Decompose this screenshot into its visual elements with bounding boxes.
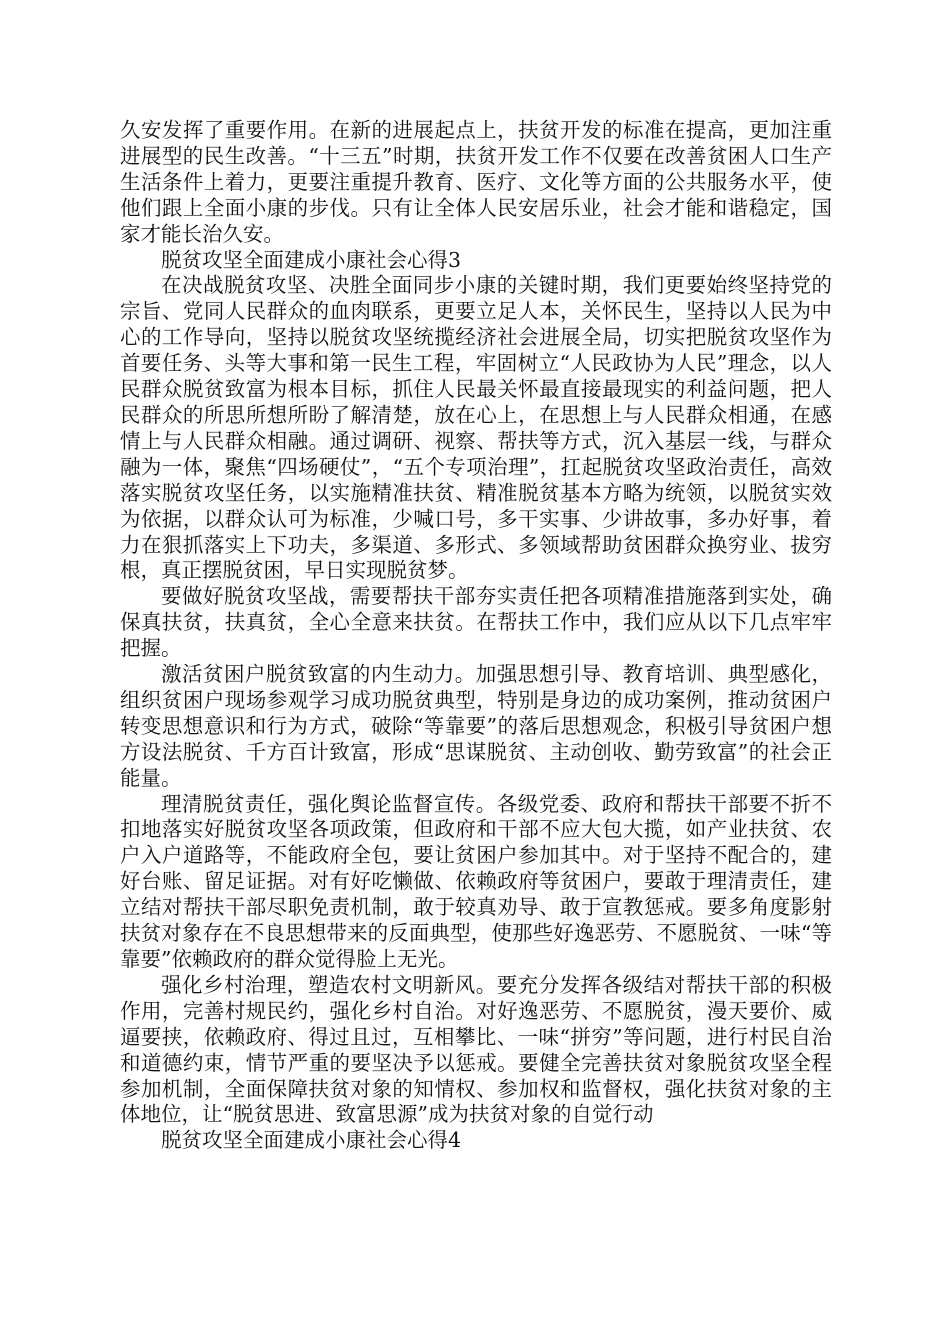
document-page bbox=[120, 118, 832, 1154]
paragraph-rural-governance: 强化乡村治理，塑造农村文明新风。要充分发挥各级结对帮扶干部的积极作用，完善村规民约，强化乡村自治。对好逸恶劳、不愿脱贫，漫天要价、威逼要挟，依赖政府、得过且过，互相攀比、一味“拼穷”等问题，进行村民自治和道德约束，情节严重的要坚决予以惩戒。要健全完善扶贫对象脱贫攻坚全程参加机制，全面保障扶贫对象的知情权、参加权和监督权，强化扶贫对象的主体地位，让“脱贫思进、致富思源”成为扶贫对象的自觉行动 bbox=[120, 972, 832, 1127]
paragraph-clarify-duty: 理清脱贫责任，强化舆论监督宣传。各级党委、政府和帮扶干部要不折不扣地落实好脱贫攻坚各项政策，但政府和干部不应大包大揽，如产业扶贫、农户入户道路等，不能政府全包，要让贫困户参加其中。对于坚持不配合的，建好台账、留足证据。对有好吃懒做、依赖政府等贫困户，要敢于理清责任，建立结对帮扶干部尽职免责机制，敢于较真劝导、敢于宣教惩戒。要多角度影射扶贫对象存在不良思想带来的反面典型，使那些好逸恶劳、不愿脱贫、一味“等靠要”依赖政府的群众觉得脸上无光。 bbox=[120, 791, 832, 971]
paragraph-motivation: 激活贫困户脱贫致富的内生动力。加强思想引导、教育培训、典型感化，组织贫困户现场参观学习成功脱贫典型，特别是身边的成功案例，推动贫困户转变思想意识和行为方式，破除“等靠要”的落后思想观念，积极引导贫困户想方设法脱贫、千方百计致富，形成“思谋脱贫、主动创收、勤劳致富”的社会正能量。 bbox=[120, 662, 832, 790]
paragraph-intro: 久安发挥了重要作用。在新的进展起点上，扶贫开发的标准在提高，更加注重进展型的民生改善。“十三五”时期，扶贫开发工作不仅要在改善贫困人口生产生活条件上着力，更要注重提升教育、医疗、文化等方面的公共服务水平，使他们跟上全面小康的步伐。只有让全体人民安居乐业，社会才能和谐稳定，国家才能长治久安。 bbox=[120, 118, 832, 246]
paragraph-responsibility: 要做好脱贫攻坚战，需要帮扶干部夯实责任把各项精准措施落到实处，确保真扶贫，扶真贫，全心全意来扶贫。在帮扶工作中，我们应从以下几点牢牢把握。 bbox=[120, 584, 832, 661]
paragraph-decisive-battle: 在决战脱贫攻坚、决胜全面同步小康的关键时期，我们更要始终坚持党的宗旨、党同人民群众的血肉联系，更要立足人本，关怀民生，坚持以人民为中心的工作导向，坚持以脱贫攻坚统揽经济社会进展全局，切实把脱贫攻坚作为首要任务、头等大事和第一民生工程，牢固树立“人民政协为人民”理念，以人民群众脱贫致富为根本目标，抓住人民最关怀最直接最现实的利益问题，把人民群众的所思所想所盼了解清楚，放在心上，在思想上与人民群众相通，在感情上与人民群众相融。通过调研、视察、帮扶等方式，沉入基层一线，与群众融为一体，聚焦“四场硬仗”，“五个专项治理”，扛起脱贫攻坚政治责任，高效落实脱贫攻坚任务，以实施精准扶贫、精准脱贫基本方略为统领，以脱贫实效为依据，以群众认可为标准，少喊口号，多干实事、少讲故事，多办好事，着力在狠抓落实上下功夫，多渠道、多形式、多领域帮助贫困群众换穷业、拔穷根，真正摆脱贫困，早日实现脱贫梦。 bbox=[120, 273, 832, 583]
section-heading-4: 脱贫攻坚全面建成小康社会心得4 bbox=[161, 1128, 462, 1153]
section-heading-3: 脱贫攻坚全面建成小康社会心得3 bbox=[161, 247, 462, 272]
